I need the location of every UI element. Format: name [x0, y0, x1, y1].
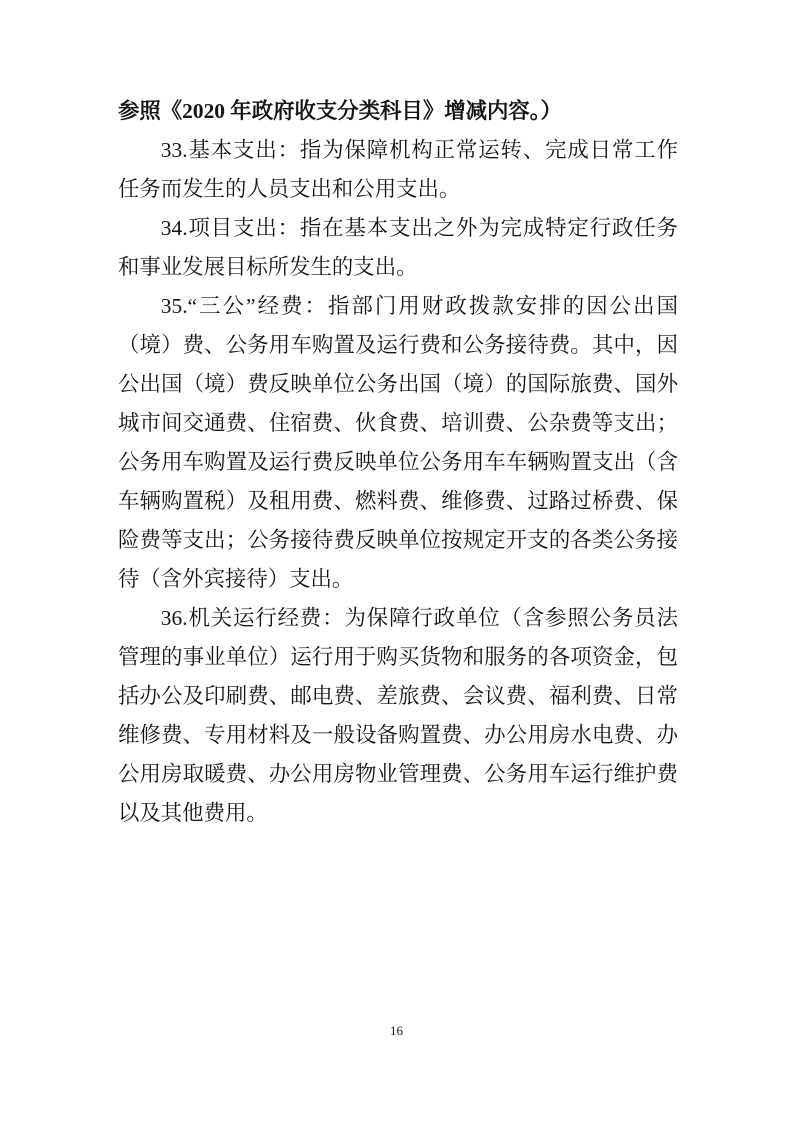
page-number: 16 [390, 1023, 403, 1038]
paragraph: 33.基本支出：指为保障机构正常运转、完成日常工作任务而发生的人员支出和公用支出。 [118, 138, 678, 201]
paragraph: 参照《2020 年政府收支分类科目》增减内容。） [118, 99, 562, 123]
paragraph: 35.“三公”经费：指部门用财政拨款安排的因公出国（境）费、公务用车购置及运行费和公务接待费。其中，因公出国（境）费反映单位公务出国（境）的国际旅费、国外城市间交通费、住宿费、伙食费、培训费、公杂费等支出；公务用车购置及运行费反映单位公务用车车辆购置支出（含车辆购置税）及租用费、燃料费、维修费、过路过桥费、保险费等支出；公务接待费反映单位按规定开支的各类公务接待（含外宾接待）支出。 [118, 294, 678, 591]
paragraph: 36.机关运行经费：为保障行政单位（含参照公务员法管理的事业单位）运行用于购买货物和服务的各项资金，包括办公及印刷费、邮电费、差旅费、会议费、福利费、日常维修费、专用材料及一般设备购置费、办公用房水电费、办公用房取暖费、办公用房物业管理费、公务用车运行维护费以及其他费用。 [118, 606, 678, 825]
document-body [118, 92, 678, 833]
paragraph: 34.项目支出：指在基本支出之外为完成特定行政任务和事业发展目标所发生的支出。 [118, 216, 678, 279]
